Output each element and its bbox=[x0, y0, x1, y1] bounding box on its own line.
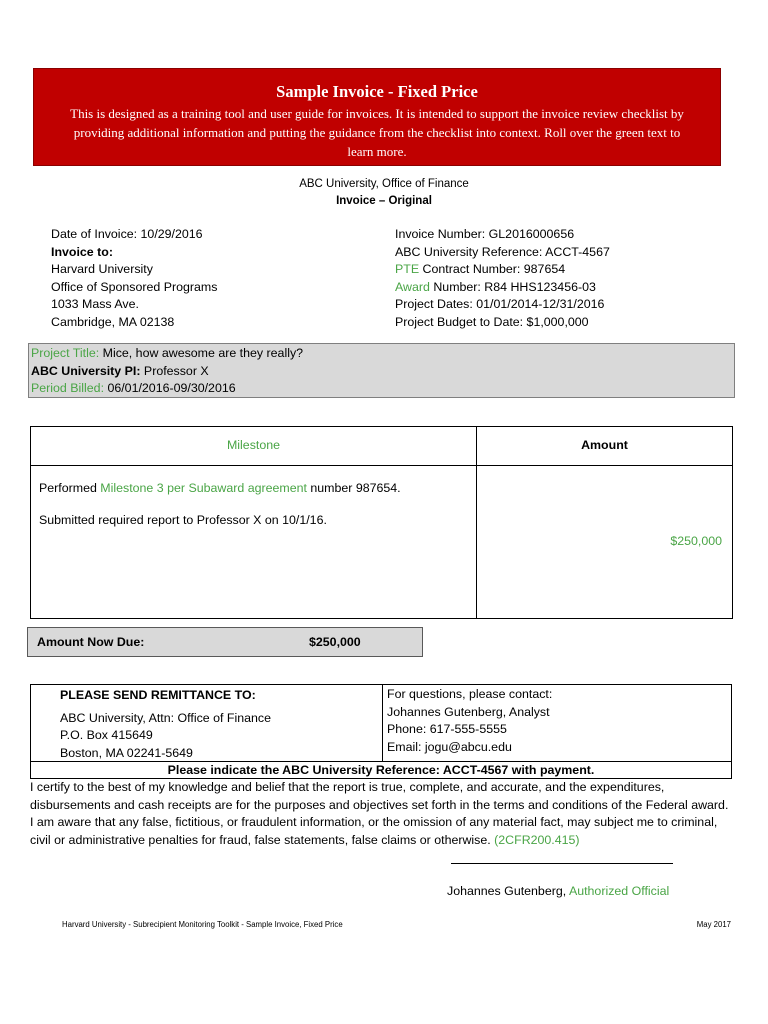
remittance-heading: PLEASE SEND REMITTANCE TO: bbox=[60, 688, 256, 702]
project-title-line bbox=[31, 345, 732, 363]
award-number-line bbox=[395, 279, 735, 297]
invoice-number: Invoice Number: GL2016000656 bbox=[395, 227, 575, 241]
award-term-link[interactable]: Award bbox=[395, 279, 430, 294]
milestone-line-prefix: Performed bbox=[39, 481, 101, 495]
project-title-value: Mice, how awesome are they really? bbox=[99, 346, 304, 360]
remittance-box bbox=[30, 684, 732, 762]
remittance-address bbox=[31, 685, 383, 761]
contact-info bbox=[383, 685, 731, 761]
address-line: Cambridge, MA 02138 bbox=[51, 314, 175, 329]
banner-title: Sample Invoice - Fixed Price bbox=[276, 82, 478, 101]
project-pi-line bbox=[31, 363, 732, 381]
award-number: Number: R84 HHS123456-03 bbox=[429, 279, 596, 294]
footer-date: May 2017 bbox=[696, 920, 731, 929]
contact-email: Email: jogu@abcu.edu bbox=[387, 739, 512, 754]
period-billed-line bbox=[31, 380, 732, 398]
project-dates: Project Dates: 01/01/2014-12/31/2016 bbox=[395, 297, 605, 311]
amount-due-label: Amount Now Due: bbox=[37, 635, 145, 649]
table-row bbox=[31, 466, 733, 619]
signatory bbox=[447, 883, 669, 901]
signature-line bbox=[451, 863, 673, 864]
amount-column-header: Amount bbox=[477, 427, 733, 466]
invoice-type: Invoice – Original bbox=[336, 195, 432, 207]
certification-text: I certify to the best of my knowledge and belief that the report is true, complete, and accurate, and the expenditures, disbursements and cash receipts are for the purposes and objectives set forth in the terms and conditions of the Federal award. I am aware that any false, fictitious, or fraudulent information, or the omission of any material fact, may subject me to criminal, civil or administrative penalties for fraud, false statements, false claims or otherwise. bbox=[30, 780, 729, 847]
issuer-heading bbox=[0, 176, 768, 210]
milestone-amount[interactable]: $250,000 bbox=[477, 466, 733, 619]
amount-due-value: $250,000 bbox=[309, 635, 361, 649]
period-billed-link[interactable]: Period Billed: bbox=[31, 381, 105, 395]
banner-description: This is designed as a training tool and user guide for invoices. It is intended to support the invoice review checklist by providing additional information and putting the guidance from the checklist into context. Roll over the green text to learn more. bbox=[70, 106, 684, 159]
milestone-agreement-link[interactable]: Milestone 3 per Subaward agreement bbox=[100, 481, 307, 495]
project-title-link[interactable]: Project Title: bbox=[31, 346, 100, 360]
regulation-citation-link[interactable]: (2CFR200.415) bbox=[494, 832, 580, 847]
report-line: Submitted required report to Professor X on 10/1/16. bbox=[39, 512, 327, 527]
project-budget: Project Budget to Date: $1,000,000 bbox=[395, 314, 589, 329]
invoice-to-label: Invoice to: bbox=[51, 244, 113, 259]
address-line: Harvard University bbox=[51, 262, 153, 276]
remittance-line: ABC University, Attn: Office of Finance bbox=[60, 710, 271, 725]
contact-heading: For questions, please contact: bbox=[387, 687, 553, 701]
invoice-info-block bbox=[395, 226, 735, 331]
authorized-official-link[interactable]: Authorized Official bbox=[568, 884, 670, 898]
contract-number-line bbox=[395, 261, 735, 279]
certification-statement bbox=[30, 779, 730, 849]
remittance-line: Boston, MA 02241-5649 bbox=[60, 745, 193, 760]
signatory-name: Johannes Gutenberg, bbox=[447, 884, 569, 898]
bill-to-block bbox=[51, 226, 371, 331]
address-line: Office of Sponsored Programs bbox=[51, 279, 218, 294]
milestone-line-suffix: number 987654. bbox=[306, 481, 401, 495]
contact-phone: Phone: 617-555-5555 bbox=[387, 722, 507, 736]
issuer-name: ABC University, Office of Finance bbox=[299, 178, 469, 190]
project-pi-value: Professor X bbox=[140, 363, 209, 378]
table-header-row bbox=[31, 427, 733, 466]
milestone-column-header[interactable]: Milestone bbox=[31, 427, 477, 466]
project-pi-label: ABC University PI: bbox=[31, 363, 141, 378]
invoice-banner bbox=[33, 68, 721, 166]
footer-title: Harvard University - Subrecipient Monitoring Toolkit - Sample Invoice, Fixed Price bbox=[62, 920, 343, 929]
milestone-line bbox=[39, 480, 468, 498]
contract-number: Contract Number: 987654 bbox=[419, 262, 566, 276]
project-panel bbox=[28, 343, 735, 398]
amount-due-box bbox=[27, 627, 423, 657]
pte-term-link[interactable]: PTE bbox=[395, 262, 420, 276]
invoice-date: Date of Invoice: 10/29/2016 bbox=[51, 227, 203, 241]
milestone-table bbox=[30, 426, 733, 619]
payment-reference-note: Please indicate the ABC University Reference: ACCT-4567 with payment. bbox=[30, 762, 732, 779]
milestone-description bbox=[31, 466, 477, 619]
remittance-line: P.O. Box 415649 bbox=[60, 728, 153, 742]
address-line: 1033 Mass Ave. bbox=[51, 297, 139, 311]
period-billed-value: 06/01/2016-09/30/2016 bbox=[104, 381, 236, 395]
contact-name: Johannes Gutenberg, Analyst bbox=[387, 704, 550, 719]
university-reference: ABC University Reference: ACCT-4567 bbox=[395, 244, 610, 259]
